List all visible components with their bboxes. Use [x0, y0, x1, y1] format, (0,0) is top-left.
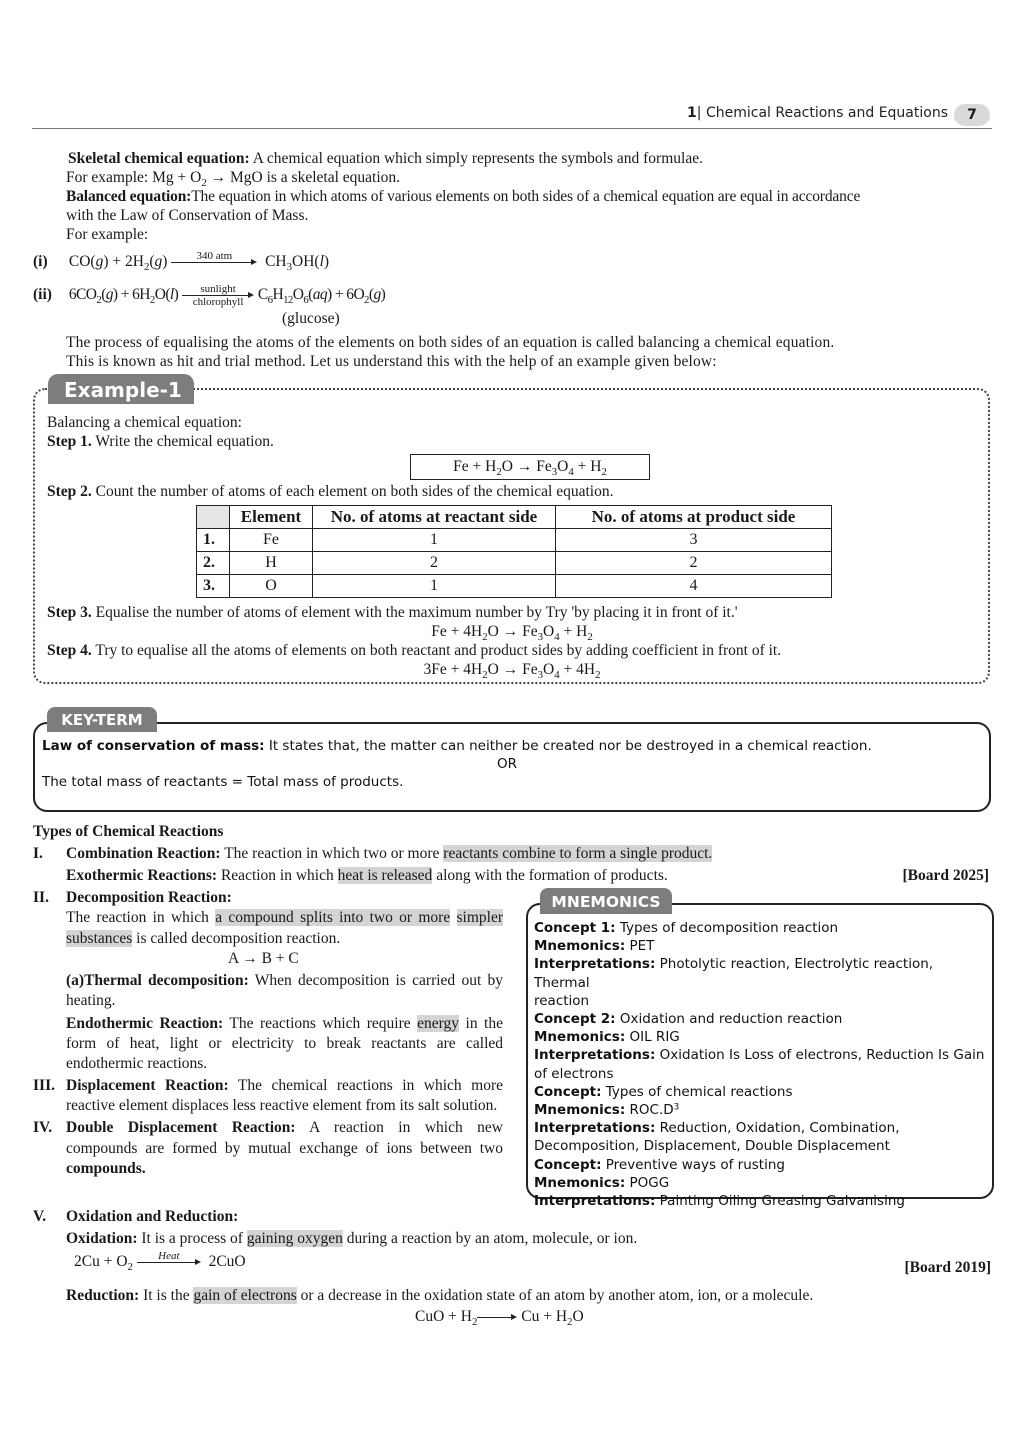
endothermic-text-1: The reactions which require	[229, 1014, 411, 1032]
endothermic-text-3: called endothermic reactions.	[66, 1035, 504, 1073]
exothermic-line	[33, 866, 993, 885]
mnemonics-label: Concept:	[534, 1156, 602, 1173]
mnemonics-line	[534, 1119, 986, 1137]
balancing-paragraph	[66, 333, 996, 371]
balanced-def-2: with the Law of Conservation of Mass.	[66, 207, 309, 224]
mnemonics-label: Interpretations:	[534, 1047, 656, 1064]
exothermic-text-1: Reaction in which	[220, 867, 334, 884]
chapter-number: 1	[687, 105, 697, 121]
table-header-product: No. of atoms at product side	[556, 506, 832, 529]
oxidation-def	[33, 1229, 993, 1248]
mnemonics-line	[534, 1156, 986, 1174]
exothermic-highlight: heat is released	[337, 867, 433, 884]
combination-text: The reaction in which two or more	[224, 845, 440, 862]
chapter-title	[687, 105, 948, 121]
skeletal-example	[66, 168, 996, 187]
arrow-icon	[182, 295, 248, 296]
combination-highlight: reactants combine to form a single product.	[443, 845, 713, 862]
reduction-term: Reduction:	[66, 1287, 140, 1304]
mnemonics-label: Mnemonics:	[534, 1029, 626, 1046]
roman-ii: II.	[33, 889, 49, 906]
mnemonics-label: Interpretations:	[534, 956, 656, 973]
mnemonics-text: Oxidation and reduction reaction	[619, 1011, 843, 1028]
row-product: 4	[556, 575, 832, 598]
decomposition-def	[33, 908, 503, 949]
mnemonics-line	[534, 919, 986, 937]
step-3-label: Step 3.	[47, 604, 92, 621]
mnemonics-label: Mnemonics:	[534, 938, 626, 955]
chapter-title-text: Chemical Reactions and Equations	[705, 105, 948, 121]
displacement-text-1: The chemical reactions in which	[237, 1076, 462, 1094]
mnemonics-line	[534, 1101, 986, 1119]
step-2	[47, 482, 977, 501]
endothermic-def	[33, 1014, 503, 1075]
double-bold: compounds.	[66, 1159, 146, 1177]
step-3-4	[47, 603, 977, 679]
mnemonics-text: Types of chemical reactions	[605, 1083, 793, 1100]
oxidation-text-1: It is a process of	[141, 1230, 243, 1247]
page-header	[32, 96, 992, 129]
mnemonics-line	[534, 1174, 986, 1192]
thermal-text-1: When decomposition is carried	[254, 972, 456, 990]
oxidation-text-2: during a reaction by an atom, molecule, or ion.	[346, 1230, 638, 1247]
mnemonics-text: Oxidation Is Loss of electrons, Reduction Is Gain	[659, 1047, 985, 1064]
step-1-text: Write the chemical equation.	[95, 433, 274, 450]
unbalanced-equation-box: $Fe + H_2O \to Fe_3O_4 + H_2$	[410, 454, 650, 480]
row-element: Fe	[230, 529, 313, 552]
combination-term: Combination Reaction:	[66, 845, 221, 862]
decomposition-term: Decomposition Reaction:	[66, 889, 232, 906]
double-text-3: two	[479, 1139, 503, 1157]
reduction-text-1: It is the	[143, 1287, 190, 1304]
reduction-text-2: or a decrease in the oxidation state of an atom by another atom, ion, or a molecule.	[300, 1287, 814, 1304]
oxidation-products: 2CuO	[204, 1253, 246, 1270]
decomposition-text-2: is called decomposition reaction.	[136, 929, 341, 947]
mnemonics-line	[534, 1046, 986, 1064]
key-term-content	[42, 737, 982, 791]
row-product: 3	[556, 529, 832, 552]
displacement-term: Displacement Reaction:	[66, 1076, 229, 1094]
arrow-icon	[477, 1317, 517, 1318]
table-header-reactant: No. of atoms at reactant side	[313, 506, 556, 529]
equation-1-products: $CH_3OH(l)$	[261, 253, 330, 273]
mnemonics-text: Reduction, Oxidation, Combination,	[659, 1120, 900, 1137]
reaction-arrow	[182, 283, 254, 308]
endothermic-term: Endothermic Reaction:	[66, 1014, 224, 1032]
equation-1-label: (i)	[33, 253, 48, 270]
equation-2-condition-top: sunlight	[200, 283, 236, 295]
mnemonics-line	[534, 1028, 986, 1046]
redox-term: Oxidation and Reduction:	[66, 1208, 239, 1225]
skeletal-example-prefix: For example: Mg + O	[66, 169, 202, 186]
decomposition-equation: A → B + C	[228, 949, 299, 967]
mnemonics-text: Photolytic reaction, Electrolytic reaction, Thermal	[534, 956, 934, 991]
mnemonics-line	[534, 992, 986, 1010]
mnemonics-label: Interpretations:	[534, 1193, 656, 1210]
row-element: O	[230, 575, 313, 598]
mnemonics-text: POGG	[629, 1174, 670, 1191]
step-2-label: Step 2.	[47, 483, 92, 500]
thermal-text-2: out by heating.	[66, 972, 504, 1010]
skeletal-example-suffix: → MgO is a skeletal equation.	[210, 169, 401, 186]
key-term-or: OR	[497, 756, 518, 772]
roman-i: I.	[33, 845, 43, 862]
mnemonics-label: Concept 1:	[534, 920, 616, 936]
mnemonics-text: reaction	[534, 992, 590, 1009]
step-2-text: Count the number of atoms of each element on both sides of the chemical equation.	[95, 483, 614, 500]
equation-2-reactants: $6CO_2(g) + 6H_2O(l)$	[68, 286, 179, 306]
decomposition-line	[33, 888, 503, 908]
oxidation-term: Oxidation:	[66, 1230, 138, 1247]
double-text-1: A reaction in which new	[309, 1119, 503, 1137]
table-header-element: Element	[230, 506, 313, 529]
roman-v: V.	[33, 1208, 47, 1225]
balanced-def-1: The equation in which atoms of various elements on both sides of a chemical equation are equal in accordance	[191, 188, 861, 205]
board-2025-tag: [Board 2025]	[902, 867, 989, 884]
thermal-term: Thermal decomposition:	[84, 972, 249, 990]
decomposition-highlight-2: simpler substances	[66, 909, 504, 947]
mnemonics-text: Types of decomposition reaction	[619, 920, 839, 936]
reduction-highlight: gain of electrons	[193, 1287, 297, 1304]
step-3-text: Equalise the number of atoms of element with the maximum number by Try 'by placing it in front of it.'	[95, 604, 738, 621]
mnemonics-text: of electrons	[534, 1065, 614, 1082]
equation-2-products: $C_6H_{12}O_6(aq) + 6O_2(g)$	[257, 286, 386, 306]
key-term-tab: KEY-TERM	[47, 707, 157, 732]
mnemonics-line	[534, 1137, 986, 1155]
balanced-term: Balanced equation:	[66, 188, 192, 205]
balancing-line-1: The process of equalising the atoms of the elements on both sides of an equation is called balancing a chemical equation.	[66, 334, 835, 351]
mnemonics-label: Mnemonics:	[534, 1174, 626, 1191]
arrow-icon	[137, 1262, 195, 1263]
displacement-text-3: its salt solution.	[399, 1096, 498, 1114]
step-4	[47, 641, 977, 660]
decomposition-highlight-1: a compound splits into two or more	[215, 909, 451, 927]
mnemonics-text: ROC.D	[629, 1102, 674, 1119]
equation-2	[33, 283, 385, 308]
step-4-equation: $3Fe + 4H_2O \to Fe_3O_4 + 4H_2$	[423, 661, 601, 681]
table-row	[197, 529, 832, 552]
decomposition-text-1: The reaction in which	[66, 909, 209, 927]
skeletal-term: Skeletal chemical equation:	[68, 150, 250, 167]
equation-1-condition: 340 atm	[196, 249, 233, 262]
mnemonics-line	[534, 955, 986, 991]
mnemonics-text: Decomposition, Displacement, Double Displacement	[534, 1138, 890, 1155]
reaction-arrow	[137, 1250, 201, 1263]
table-row	[197, 552, 832, 575]
mnemonics-line	[534, 1065, 986, 1083]
types-heading-text: Types of Chemical Reactions	[33, 823, 224, 840]
row-product: 2	[556, 552, 832, 575]
equation-1	[33, 249, 330, 273]
displacement-def	[33, 1076, 503, 1117]
row-number: 2.	[197, 552, 230, 575]
step-3	[47, 603, 977, 622]
equation-2-condition-bottom: chlorophyll	[192, 296, 244, 308]
reduction-def	[66, 1286, 996, 1305]
table-header-blank	[197, 506, 230, 529]
row-element: H	[230, 552, 313, 575]
thermal-def	[33, 971, 503, 1012]
double-displacement-def	[33, 1118, 503, 1179]
mnemonics-content	[534, 919, 986, 1210]
mnemonics-text: Painting Oiling Greasing Galvanising	[659, 1193, 905, 1210]
mnemonics-label: Concept 2:	[534, 1011, 616, 1028]
mnemonics-tab: MNEMONICS	[540, 888, 672, 914]
oxidation-reactants: $2Cu + O_2$	[74, 1253, 133, 1273]
combination-section	[33, 844, 993, 885]
oxidation-equation	[74, 1249, 246, 1273]
step-4-label: Step 4.	[47, 642, 92, 659]
row-number: 1.	[197, 529, 230, 552]
balanced-definition	[66, 187, 996, 206]
example-intro: Balancing a chemical equation:	[47, 414, 242, 431]
table-row	[197, 575, 832, 598]
left-column	[33, 888, 503, 1179]
arrow-icon	[171, 262, 251, 263]
mnemonics-label: Mnemonics:	[534, 1102, 626, 1119]
row-number: 3.	[197, 575, 230, 598]
header-separator: |	[696, 105, 702, 121]
row-reactant: 1	[313, 575, 556, 598]
combination-line	[33, 844, 993, 863]
redox-section	[33, 1207, 993, 1248]
roman-iv: IV.	[33, 1119, 53, 1137]
step-1-label: Step 1.	[47, 433, 92, 450]
skeletal-def: A chemical equation which simply represents the symbols and formulae.	[252, 150, 703, 167]
step-4-text: Try to equalise all the atoms of elements on both reactant and product sides by adding coefficient in front of it.	[95, 642, 782, 659]
reaction-arrow	[171, 250, 257, 263]
mnemonics-text: Preventive ways of rusting	[605, 1156, 785, 1173]
mnemonics-text: OIL RIG	[629, 1029, 680, 1046]
reduction-equation: CuO + $H_2$ $Cu + H_2O$	[415, 1308, 584, 1328]
endothermic-text-2: in the form of heat, light or electricity to break reactants are	[66, 1014, 503, 1053]
exothermic-text-2: along with the formation of products.	[436, 867, 668, 884]
mnemonics-line	[534, 937, 986, 955]
skeletal-example-sub: 2	[201, 176, 207, 189]
table-header-row	[197, 506, 832, 529]
double-term: Double Displacement Reaction:	[66, 1119, 296, 1137]
oxidation-highlight: gaining oxygen	[246, 1230, 343, 1247]
page-number-badge: 7	[954, 104, 990, 126]
mnemonics-superscript: 3	[673, 1102, 680, 1113]
mnemonics-line	[534, 1010, 986, 1028]
board-2019-tag: [Board 2019]	[904, 1259, 991, 1276]
displacement-text-2: more reactive element displaces less reactive element from	[66, 1076, 503, 1114]
key-term-formula: The total mass of reactants = Total mass of products.	[42, 774, 404, 790]
types-heading	[33, 822, 223, 841]
atoms-table	[196, 505, 832, 598]
for-example: For example:	[66, 226, 149, 243]
balancing-line-2: This is known as hit and trial method. Let us understand this with the help of an example given below:	[66, 353, 717, 370]
example-content	[47, 413, 977, 451]
redox-heading	[33, 1207, 993, 1226]
roman-iii: III.	[33, 1076, 55, 1094]
mnemonics-label: Interpretations:	[534, 1120, 656, 1137]
endothermic-highlight: energy	[417, 1014, 460, 1032]
thermal-label: (a)	[66, 972, 85, 990]
skeletal-definition	[66, 149, 996, 168]
exothermic-term: Exothermic Reactions:	[66, 867, 218, 884]
step-1	[47, 432, 977, 451]
row-reactant: 2	[313, 552, 556, 575]
oxidation-condition: Heat	[158, 1249, 180, 1262]
equation-1-reactants: $CO(g) + 2H_2(g)$	[68, 253, 168, 273]
equation-2-label: (ii)	[33, 286, 52, 304]
example-tab: Example-1	[48, 374, 194, 404]
intro-section	[66, 149, 996, 244]
mnemonics-text: PET	[629, 938, 655, 955]
step-3-equation: $Fe + 4H_2O \to Fe_3O_4 + H_2$	[431, 623, 593, 643]
key-term-definition	[42, 737, 982, 755]
mnemonics-label: Concept:	[534, 1083, 602, 1100]
key-term-term: Law of conservation of mass:	[42, 738, 265, 754]
glucose-note: (glucose)	[282, 310, 340, 327]
row-reactant: 1	[313, 529, 556, 552]
double-text-2: compounds are formed by mutual exchange of ions between	[66, 1139, 472, 1157]
key-term-def: It states that, the matter can neither be created nor be destroyed in a chemical reaction.	[268, 738, 872, 754]
mnemonics-line	[534, 1083, 986, 1101]
